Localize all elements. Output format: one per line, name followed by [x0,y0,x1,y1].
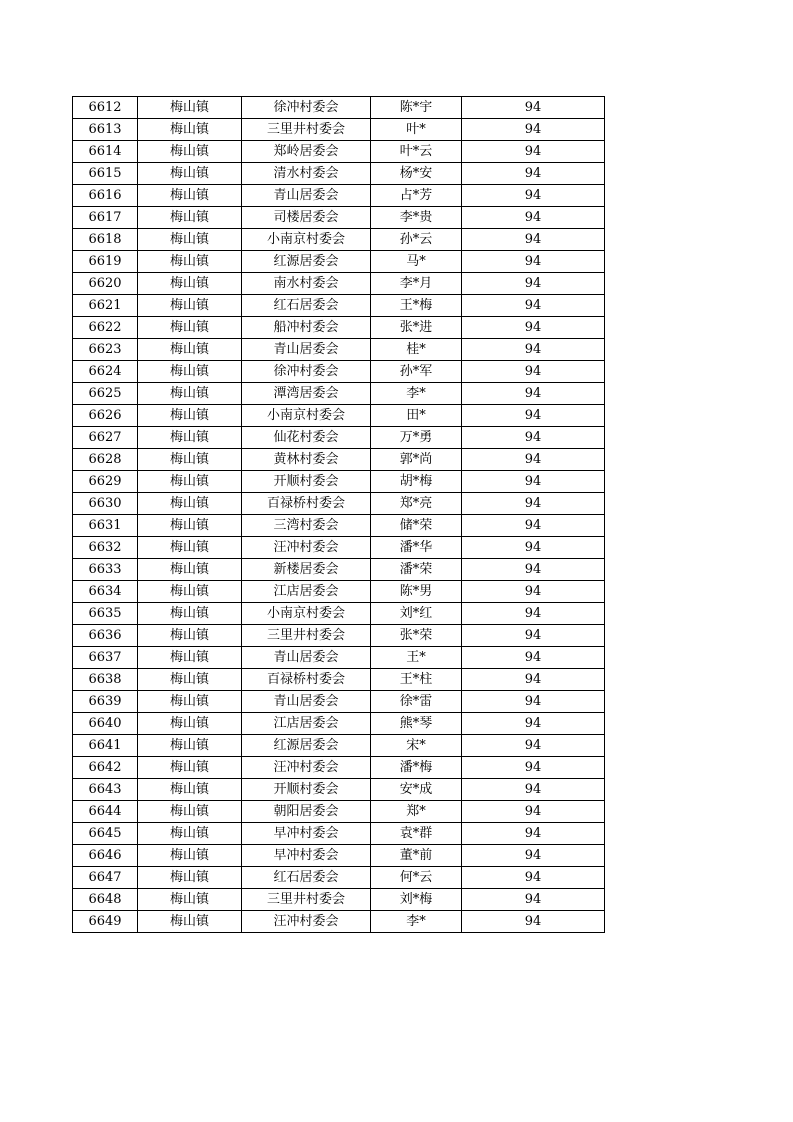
cell-town: 梅山镇 [138,295,242,317]
cell-name: 万*勇 [371,427,462,449]
cell-score: 94 [462,779,605,801]
table-row [73,691,605,713]
cell-id: 6626 [73,405,138,427]
cell-name: 胡*梅 [371,471,462,493]
table-row [73,911,605,933]
cell-name: 王*柱 [371,669,462,691]
table-row [73,515,605,537]
cell-id: 6642 [73,757,138,779]
cell-village: 早冲村委会 [242,845,371,867]
table-row [73,383,605,405]
cell-score: 94 [462,471,605,493]
table-row [73,625,605,647]
cell-village: 司楼居委会 [242,207,371,229]
table-row [73,251,605,273]
cell-village: 青山居委会 [242,185,371,207]
table-row [73,757,605,779]
cell-village: 三湾村委会 [242,515,371,537]
cell-town: 梅山镇 [138,845,242,867]
cell-name: 刘*红 [371,603,462,625]
table-row [73,471,605,493]
cell-name: 安*成 [371,779,462,801]
table-row [73,559,605,581]
cell-village: 三里井村委会 [242,889,371,911]
cell-village: 汪冲村委会 [242,757,371,779]
cell-id: 6619 [73,251,138,273]
cell-id: 6639 [73,691,138,713]
table-row [73,867,605,889]
cell-score: 94 [462,757,605,779]
cell-town: 梅山镇 [138,647,242,669]
cell-town: 梅山镇 [138,559,242,581]
cell-village: 新楼居委会 [242,559,371,581]
table-row [73,449,605,471]
cell-score: 94 [462,427,605,449]
cell-town: 梅山镇 [138,141,242,163]
cell-village: 红石居委会 [242,867,371,889]
cell-id: 6623 [73,339,138,361]
cell-id: 6632 [73,537,138,559]
cell-town: 梅山镇 [138,823,242,845]
cell-village: 江店居委会 [242,581,371,603]
table-row [73,273,605,295]
cell-id: 6636 [73,625,138,647]
cell-score: 94 [462,515,605,537]
cell-village: 开顺村委会 [242,471,371,493]
cell-village: 开顺村委会 [242,779,371,801]
cell-name: 郑* [371,801,462,823]
cell-name: 王*梅 [371,295,462,317]
cell-score: 94 [462,339,605,361]
cell-name: 李* [371,911,462,933]
cell-town: 梅山镇 [138,581,242,603]
cell-name: 何*云 [371,867,462,889]
cell-town: 梅山镇 [138,119,242,141]
cell-town: 梅山镇 [138,97,242,119]
cell-name: 郑*亮 [371,493,462,515]
cell-id: 6637 [73,647,138,669]
cell-name: 陈*宇 [371,97,462,119]
cell-id: 6617 [73,207,138,229]
cell-town: 梅山镇 [138,757,242,779]
cell-village: 红石居委会 [242,295,371,317]
cell-town: 梅山镇 [138,801,242,823]
cell-name: 占*芳 [371,185,462,207]
cell-id: 6634 [73,581,138,603]
cell-village: 仙花村委会 [242,427,371,449]
cell-id: 6613 [73,119,138,141]
data-table [72,96,605,933]
cell-town: 梅山镇 [138,471,242,493]
cell-id: 6643 [73,779,138,801]
cell-score: 94 [462,735,605,757]
cell-village: 红源居委会 [242,735,371,757]
cell-score: 94 [462,207,605,229]
cell-village: 小南京村委会 [242,229,371,251]
cell-name: 宋* [371,735,462,757]
cell-name: 刘*梅 [371,889,462,911]
cell-town: 梅山镇 [138,735,242,757]
cell-score: 94 [462,911,605,933]
cell-name: 孙*军 [371,361,462,383]
cell-score: 94 [462,845,605,867]
cell-town: 梅山镇 [138,603,242,625]
cell-id: 6624 [73,361,138,383]
table-row [73,735,605,757]
cell-name: 叶*云 [371,141,462,163]
cell-town: 梅山镇 [138,691,242,713]
cell-score: 94 [462,185,605,207]
table-row [73,141,605,163]
cell-id: 6612 [73,97,138,119]
cell-name: 陈*男 [371,581,462,603]
cell-village: 青山居委会 [242,691,371,713]
cell-town: 梅山镇 [138,779,242,801]
cell-town: 梅山镇 [138,229,242,251]
table-row [73,603,605,625]
table-row [73,97,605,119]
table-row [73,713,605,735]
table-row [73,405,605,427]
cell-village: 百禄桥村委会 [242,669,371,691]
table-body [73,97,605,933]
cell-score: 94 [462,867,605,889]
cell-village: 南水村委会 [242,273,371,295]
table-row [73,537,605,559]
cell-town: 梅山镇 [138,251,242,273]
cell-score: 94 [462,317,605,339]
cell-score: 94 [462,97,605,119]
cell-village: 小南京村委会 [242,405,371,427]
cell-id: 6644 [73,801,138,823]
cell-id: 6631 [73,515,138,537]
cell-village: 江店居委会 [242,713,371,735]
cell-village: 郑岭居委会 [242,141,371,163]
table-row [73,669,605,691]
cell-town: 梅山镇 [138,405,242,427]
cell-village: 船冲村委会 [242,317,371,339]
cell-village: 黄林村委会 [242,449,371,471]
table-row [73,119,605,141]
cell-town: 梅山镇 [138,889,242,911]
table-row [73,823,605,845]
cell-name: 袁*群 [371,823,462,845]
cell-name: 王* [371,647,462,669]
cell-id: 6615 [73,163,138,185]
cell-town: 梅山镇 [138,625,242,647]
cell-village: 清水村委会 [242,163,371,185]
cell-score: 94 [462,581,605,603]
cell-score: 94 [462,141,605,163]
cell-town: 梅山镇 [138,713,242,735]
table-row [73,163,605,185]
table-row [73,317,605,339]
table-row [73,647,605,669]
table-row [73,207,605,229]
cell-town: 梅山镇 [138,207,242,229]
cell-score: 94 [462,603,605,625]
cell-score: 94 [462,537,605,559]
cell-score: 94 [462,713,605,735]
cell-village: 百禄桥村委会 [242,493,371,515]
cell-id: 6620 [73,273,138,295]
cell-village: 徐冲村委会 [242,361,371,383]
cell-id: 6635 [73,603,138,625]
cell-name: 李*贵 [371,207,462,229]
cell-town: 梅山镇 [138,273,242,295]
cell-town: 梅山镇 [138,163,242,185]
cell-name: 徐*雷 [371,691,462,713]
cell-village: 三里井村委会 [242,119,371,141]
cell-village: 徐冲村委会 [242,97,371,119]
cell-name: 李*月 [371,273,462,295]
cell-score: 94 [462,889,605,911]
cell-score: 94 [462,273,605,295]
cell-village: 朝阳居委会 [242,801,371,823]
cell-id: 6647 [73,867,138,889]
table-row [73,889,605,911]
table-row [73,229,605,251]
cell-name: 叶* [371,119,462,141]
cell-town: 梅山镇 [138,339,242,361]
table-row [73,339,605,361]
cell-name: 郭*尚 [371,449,462,471]
cell-id: 6621 [73,295,138,317]
table-row [73,801,605,823]
cell-village: 汪冲村委会 [242,537,371,559]
cell-id: 6641 [73,735,138,757]
cell-town: 梅山镇 [138,383,242,405]
cell-id: 6627 [73,427,138,449]
cell-score: 94 [462,559,605,581]
cell-name: 李* [371,383,462,405]
cell-score: 94 [462,449,605,471]
cell-id: 6648 [73,889,138,911]
cell-name: 马* [371,251,462,273]
cell-name: 张*进 [371,317,462,339]
cell-town: 梅山镇 [138,669,242,691]
cell-score: 94 [462,691,605,713]
cell-village: 汪冲村委会 [242,911,371,933]
table-row [73,427,605,449]
cell-town: 梅山镇 [138,361,242,383]
cell-name: 潘*荣 [371,559,462,581]
cell-town: 梅山镇 [138,515,242,537]
cell-name: 杨*安 [371,163,462,185]
cell-score: 94 [462,493,605,515]
cell-village: 青山居委会 [242,339,371,361]
cell-town: 梅山镇 [138,427,242,449]
cell-id: 6622 [73,317,138,339]
cell-name: 熊*琴 [371,713,462,735]
cell-id: 6625 [73,383,138,405]
cell-id: 6638 [73,669,138,691]
cell-score: 94 [462,119,605,141]
cell-name: 潘*梅 [371,757,462,779]
cell-name: 桂* [371,339,462,361]
table-row [73,185,605,207]
cell-id: 6646 [73,845,138,867]
cell-id: 6618 [73,229,138,251]
cell-town: 梅山镇 [138,537,242,559]
table-row [73,361,605,383]
cell-name: 田* [371,405,462,427]
cell-id: 6630 [73,493,138,515]
table-row [73,581,605,603]
cell-id: 6645 [73,823,138,845]
cell-id: 6616 [73,185,138,207]
cell-name: 张*荣 [371,625,462,647]
table-row [73,845,605,867]
cell-score: 94 [462,295,605,317]
cell-score: 94 [462,823,605,845]
cell-score: 94 [462,625,605,647]
cell-name: 董*前 [371,845,462,867]
cell-id: 6640 [73,713,138,735]
cell-village: 三里井村委会 [242,625,371,647]
cell-score: 94 [462,251,605,273]
cell-id: 6629 [73,471,138,493]
cell-id: 6649 [73,911,138,933]
cell-village: 小南京村委会 [242,603,371,625]
cell-village: 早冲村委会 [242,823,371,845]
cell-id: 6614 [73,141,138,163]
cell-score: 94 [462,669,605,691]
cell-id: 6633 [73,559,138,581]
table-row [73,779,605,801]
cell-score: 94 [462,361,605,383]
cell-score: 94 [462,383,605,405]
cell-name: 储*荣 [371,515,462,537]
cell-score: 94 [462,405,605,427]
cell-name: 孙*云 [371,229,462,251]
cell-score: 94 [462,647,605,669]
cell-town: 梅山镇 [138,493,242,515]
cell-village: 红源居委会 [242,251,371,273]
cell-score: 94 [462,229,605,251]
cell-town: 梅山镇 [138,317,242,339]
table-row [73,493,605,515]
table-row [73,295,605,317]
cell-town: 梅山镇 [138,449,242,471]
cell-id: 6628 [73,449,138,471]
cell-town: 梅山镇 [138,185,242,207]
cell-village: 潭湾居委会 [242,383,371,405]
cell-score: 94 [462,163,605,185]
cell-score: 94 [462,801,605,823]
cell-town: 梅山镇 [138,867,242,889]
cell-name: 潘*华 [371,537,462,559]
cell-town: 梅山镇 [138,911,242,933]
cell-village: 青山居委会 [242,647,371,669]
